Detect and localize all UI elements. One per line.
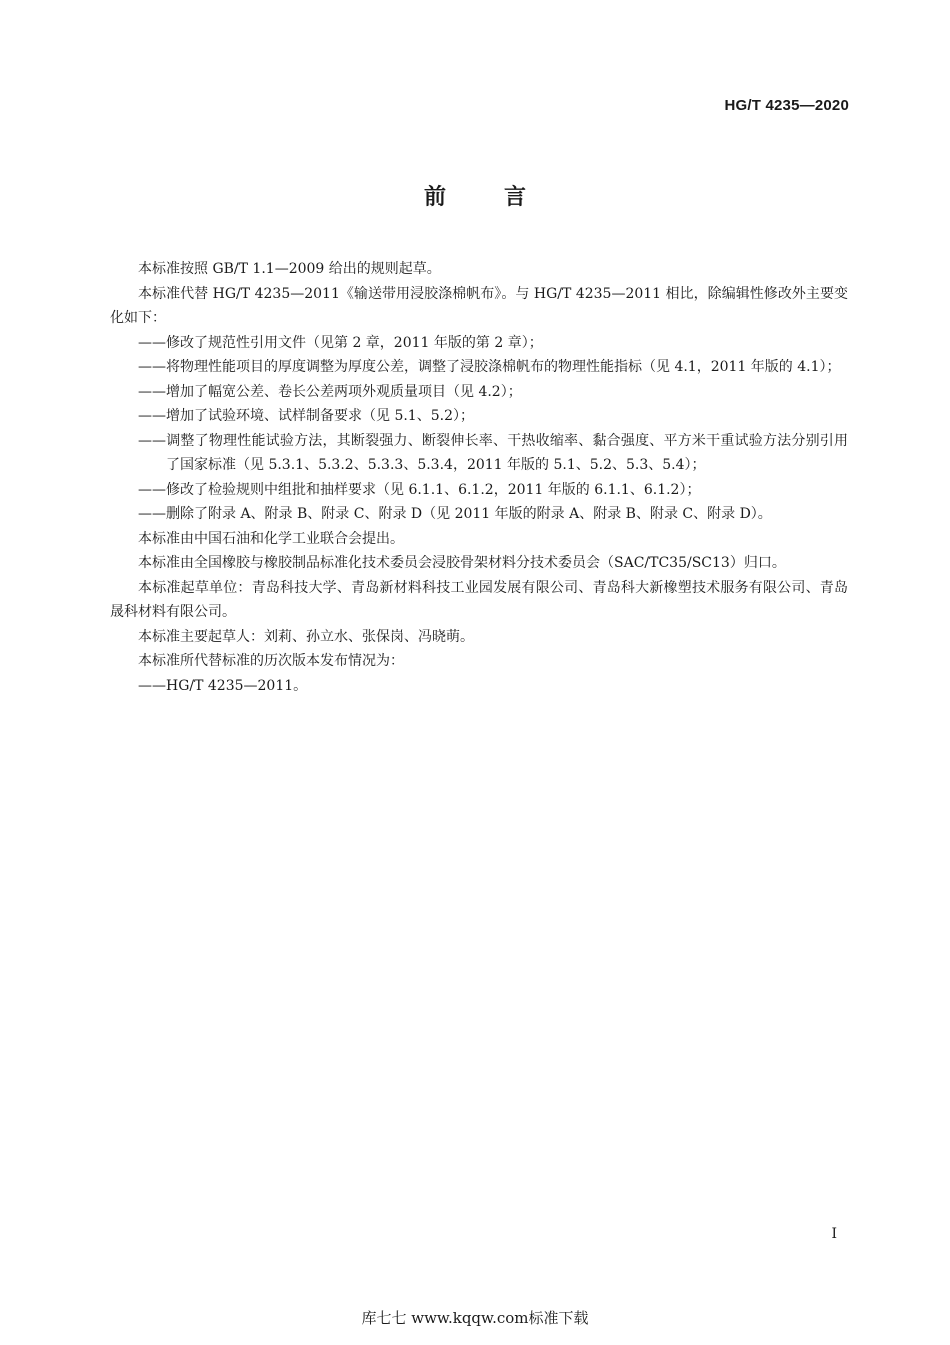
list-item-change: ——增加了试验环境、试样制备要求（见 5.1、5.2）； — [138, 408, 474, 424]
paragraph-drafting-rules: 本标准按照 GB/T 1.1—2009 给出的规则起草。 — [138, 261, 441, 277]
paragraph-proposer: 本标准由中国石油和化学工业联合会提出。 — [138, 530, 404, 547]
footer-watermark-text: 库七七 www.kqqw.com标准下载 — [361, 1309, 589, 1327]
standard-code: HG/T 4235—2020 — [724, 97, 849, 114]
list-item-change: ——将物理性能项目的厚度调整为厚度公差，调整了浸胶涤棉帆布的物理性能指标（见 4.1，2011 年版的 4.1）； — [138, 359, 841, 375]
paragraph-committee: 本标准由全国橡胶与橡胶制品标准化技术委员会浸胶骨架材料分技术委员会（SAC/TC35/SC13）归口。 — [138, 555, 786, 571]
page-number: I — [831, 1226, 837, 1242]
foreword-body — [110, 257, 848, 698]
paragraph-replacement: 本标准代替 HG/T 4235—2011《输送带用浸胶涤棉帆布》。与 HG/T 4235—2011 相比，除编辑性修改外主要变化如下： — [110, 285, 848, 326]
paragraph-drafting-units: 本标准起草单位：青岛科技大学、青岛新材料科技工业园发展有限公司、青岛科大新橡塑技术服务有限公司、青岛晟科材料有限公司。 — [110, 579, 848, 620]
list-item-change: ——调整了物理性能试验方法，其断裂强力、断裂伸长率、干热收缩率、黏合强度、平方米干重试验方法分别引用了国家标准（见 5.3.1、5.3.2、5.3.3、5.3.4，2011 年版的 5.1、5.2、5.3、5.4）； — [138, 432, 848, 473]
list-item-change: ——修改了规范性引用文件（见第 2 章，2011 年版的第 2 章）； — [138, 334, 543, 351]
page-title: 前言 — [423, 185, 584, 210]
paragraph-history-intro: 本标准所代替标准的历次版本发布情况为： — [138, 653, 404, 669]
paragraph-drafters: 本标准主要起草人：刘莉、孙立水、张保岗、冯晓萌。 — [138, 628, 474, 645]
list-item-change: ——增加了幅宽公差、卷长公差两项外观质量项目（见 4.2）； — [138, 383, 522, 400]
list-item-history: ——HG/T 4235—2011。 — [138, 677, 308, 694]
list-item-change: ——删除了附录 A、附录 B、附录 C、附录 D（见 2011 年版的附录 A、附录 B、附录 C、附录 D）。 — [138, 506, 772, 522]
list-item-change: ——修改了检验规则中组批和抽样要求（见 6.1.1、6.1.2，2011 年版的 6.1.1、6.1.2）； — [138, 481, 701, 498]
